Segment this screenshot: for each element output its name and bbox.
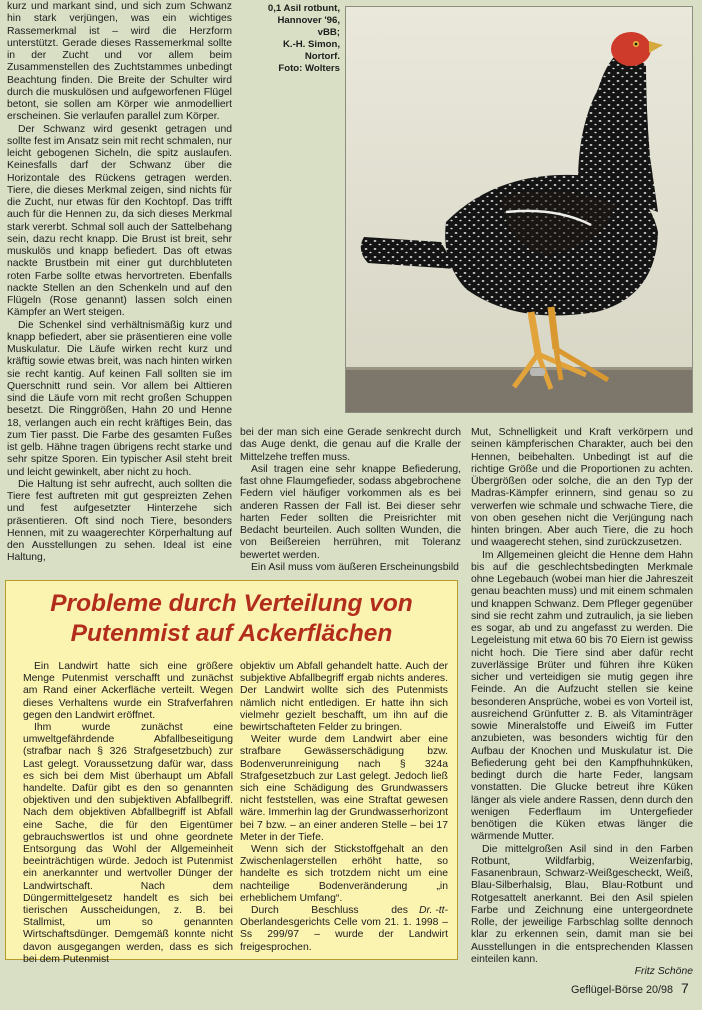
paragraph: Ein Landwirt hatte sich eine größere Menge Putenmist verschafft und zunächst am Rand einer Ackerfläche verteilt. Wegen dieses Verhaltens wurde ein Strafverfahren gegen den Landwirt eröffnet. xyxy=(23,661,233,721)
paragraph: objektiv um Abfall gehandelt hatte. Auch der subjektive Abfallbegriff ergab nichts anderes. Der Landwirt wollte sich des Putenmists nämlich nicht entledigen. Er hatte ihn sich vielmehr gezielt beschafft, um ihn auf die bewirtschafteten Felder zu bringen. xyxy=(240,661,448,734)
box-headline xyxy=(6,589,457,649)
paragraph: Die Haltung ist sehr aufrecht, auch sollten die Tiere fest auftreten mit gut gespreizten Zehen und fest aufgesetzter Hinterzehe sich präsentieren. Oft sind noch Tiere, besonders Hennen, mit zu waagerechter Körperhaltung auf den Ausstellungen zu sehen. Ideal ist eine Haltung, xyxy=(7,478,232,564)
paragraph: Ihm wurde zunächst eine umweltgefährdende Abfallbeseitigung (strafbar nach § 326 Strafgesetzbuch) zur Last gelegt. Voraussetzung dafür war, dass es sich bei dem Mist überhaupt um Abfall handelte. Dafür gibt es den so genannten objektiven und den subjektiven Abfallbegriff. Nach dem objektiven Abfallbegriff ist Abfall eine Sache, die für den Eigentümer gebrauchswertlos ist und ohne geordnete Entsorgung das Wohl der Allgemeinheit beeinträchtigen würde. Jedoch ist Putenmist ein anerkannter und wertvoller Dünger der Landwirtschaft. Nach dem Düngermittelgesetz handelt es sich bei tierischen Ausscheidungen, z. B. bei Stallmist, um so genannten Wirtschaftsdünger. Demgemäß konnte nicht davon ausgegangen werden, dass es sich bei dem Putenmist xyxy=(23,722,233,965)
photo-caption xyxy=(248,3,340,75)
caption-line: Hannover '96, xyxy=(277,15,340,26)
box-column-2 xyxy=(240,661,448,954)
headline-line: Putenmist auf Ackerflächen xyxy=(70,620,393,647)
article-column-2 xyxy=(240,427,461,574)
box-column-1 xyxy=(23,661,233,966)
footer-journal: Geflügel-Börse 20/98 xyxy=(571,984,674,996)
paragraph: Im Allgemeinen gleicht die Henne dem Hahn bis auf die geschlechtsbedingten Merkmale ohne Legebauch (wobei man hier die Jahreszeit genau beachten muss) und mit einem schmalen und knappen Schwanz. Dem Pfleger gegenüber sind sie recht zahm und zutraulich, ja sie lieben es sogar, ab und zu angefasst zu werden. Die Legeleistung mit etwa 60 bis 70 Eiern ist gewiss nicht hoch. Die Tiere sind aber dafür recht zuverlässige Brüter und führen ihre Küken sicher und verteidigen sie mutig gegen ihre Feinde. An die Aufzucht stellen sie keine besonderen Ansprüche, wobei es von Vorteil ist, ausreichend Grünfutter z. B. als Vitaminträger sowie Mineralstoffe und Eiweiß im Futter anzubieten, was besonders wichtig für den Aufbau der Knochen und Muskulatur ist. Die Befiederung geht bei den Kampfhuhnküken, bedingt durch die harte Feder, langsam vonstatten. Die Glucke betreut ihre Küken länger als viele andere Rassen, denn durch den wenigen Federflaum im Untergefieder benötigen die Küken etwas länger die wärmende Mutter. xyxy=(471,549,693,843)
paragraph: Asil tragen eine sehr knappe Befiederung, fast ohne Flaumgefieder, sodass abgebrochene Federn viel häufiger vorkommen als es bei anderen Rassen der Fall ist. Bei dieser sehr harten Feder sollten die Preisrichter mit Bedacht beurteilen. Auch sollten Wunden, die von Beißereien herrühren, mit Toleranz bewertet werden. xyxy=(240,463,461,561)
page-number: 7 xyxy=(681,980,689,996)
caption-line: Nortorf. xyxy=(304,51,340,62)
caption-line: K.-H. Simon, xyxy=(282,39,340,50)
paragraph: Die Schenkel sind verhältnismäßig kurz und knapp befiedert, aber sie präsentieren eine volle Muskulatur. Die Läufe wirken recht kurz und kräftig sowie etwas breit, was nach hinten wirken sie recht kantig. Auf keinen Fall sollten sie im Querschnitt rund sein. Vor allem bei Alttieren sind die Läufe vorn mit recht großen Schuppen besetzt. Die Ringgrößen, Hahn 20 und Henne 18, verlangen auch ein recht kräftiges Bein, das zum Tier passt. Die Farbe des gesamten Fußes ist gelb. Hähne tragen übrigens recht starke und sehr spitze Sporen. Ein typischer Asil steht breit und leicht gewinkelt, aber nicht zu hoch. xyxy=(7,319,232,478)
article-author: Fritz Schöne xyxy=(634,966,693,977)
caption-credit: Foto: Wolters xyxy=(278,63,340,74)
paragraph: Weiter wurde dem Landwirt aber eine strafbare Gewässerschädigung bzw. Bodenverunreinigung nach § 324a Strafgesetzbuch zur Last gelegt. Jedoch ließ sich eine Schädigung des Grundwassers nicht feststellen, was eine Straftat gewesen wäre. Immerhin lag der Grundwasserhorizont bei 7 bzw. – an einer anderen Stelle – bei 17 Meter in der Tiefe. xyxy=(240,734,448,843)
box-author: Dr. -tt- xyxy=(418,905,448,917)
paragraph: bei der man sich eine Gerade senkrecht durch das Auge denkt, die genau auf die Kralle der Mittelzehe treffen muss. xyxy=(240,427,461,463)
paragraph: Ein Asil muss vom äußeren Erscheinungsbild xyxy=(251,561,459,573)
headline-line: Probleme durch Verteilung von xyxy=(50,590,413,617)
hen-photo xyxy=(345,6,693,413)
paragraph-text: Durch Beschluss des Oberlandesgerichts Celle vom 21. 1. 1998 – Ss 299/97 – wurde der Landwirt freigesprochen. xyxy=(240,905,448,953)
article-column-3 xyxy=(471,427,693,978)
paragraph: Wenn sich der Stickstoffgehalt an den Zwischenlagerstellen erhöht hatte, so handelte es sich trotzdem nicht um eine nachteilige Bodenveränderung „in erheblichem Umfang“. xyxy=(240,844,448,904)
paragraph: kurz und markant sind, und sich zum Schwanz hin stark verjüngen, was ein wichtiges Rassemerkmal ist – wird die Herzform unterstützt. Gerade dieses Rassemerkmal sollte in der Zucht und vor allem beim Zusammenstellen des Zuchtstammes unbedingt Beachtung finden. Die Breite der Schulter wird durch die muskulösen und aufgeworfenen Flügel betont, sie sollen am Körper wie anmodelliert erscheinen. Sie verlaufen parallel zum Körper. xyxy=(7,1,232,123)
caption-line: vBB; xyxy=(317,27,340,38)
paragraph: Die mittelgroßen Asil sind in den Farben Rotbunt, Wildfarbig, Weizenfarbig, Fasanenbraun, Schwarz-Weißgescheckt, Weiß, Blau-Silberhalsig, Blau, Blau-Rotbunt und Rotgesattelt anerkannt. Bei den Asil spielen Farbe und Zeichnung eine untergeordnete Rolle, der jeweilige Farbschlag sollte dennoch klar zu erkennen sein, damit man sie bei Ausstellungen in die entsprechenden Klassen einteilen kann. xyxy=(471,843,693,965)
paragraph: Der Schwanz wird gesenkt getragen und sollte fest im Ansatz sein mit recht schmalen, nur leicht gebogenen Sicheln, die spitz auslaufen. Keinesfalls darf der Schwanz über die Horizontale des Rückens getragen werden. Tiere, die dieses Merkmal zeigen, sind nichts für die Zucht, nur etwas für den Kochtopf. Das trifft auch für die Hennen zu, da sich dieses Merkmal stark vererbt. Schmal soll auch der Sattelbehang sein, dazu recht knapp. Die Brust ist breit, sehr muskulös und knapp befiedert. Das oft etwas nackte Brustbein mit einer gut durchbluteten roten Farbe sollte etwas hervortreten. Ebenfalls nackte Stellen an den Schenkeln und auf den Flügeln (Rose genannt) lassen solch einen Kämpfer an Wert steigen. xyxy=(7,123,232,319)
paragraph: Mut, Schnelligkeit und Kraft verkörpern und seinen kämpferischen Charakter, auch bei den Hennen, beibehalten. Unbedingt ist auf die richtige Größe und die Proportionen zu achten. Übergrößen oder solche, die an den Typ der Madras-Kämpfer erinnern, sind genau so zu verwerfen wie schmale und schwache Tiere, die von oben gesehen nicht die Verjüngung nach hinten bringen. Aber auch Tiere, die zu hoch und waagerecht stehen, sind zurückzusetzen. xyxy=(471,427,693,549)
caption-line: 0,1 Asil rotbunt, xyxy=(267,3,340,14)
speckled-hen-illustration xyxy=(346,7,692,412)
article-column-1 xyxy=(7,1,232,565)
sidebar-box xyxy=(5,580,458,965)
paragraph xyxy=(240,905,448,954)
